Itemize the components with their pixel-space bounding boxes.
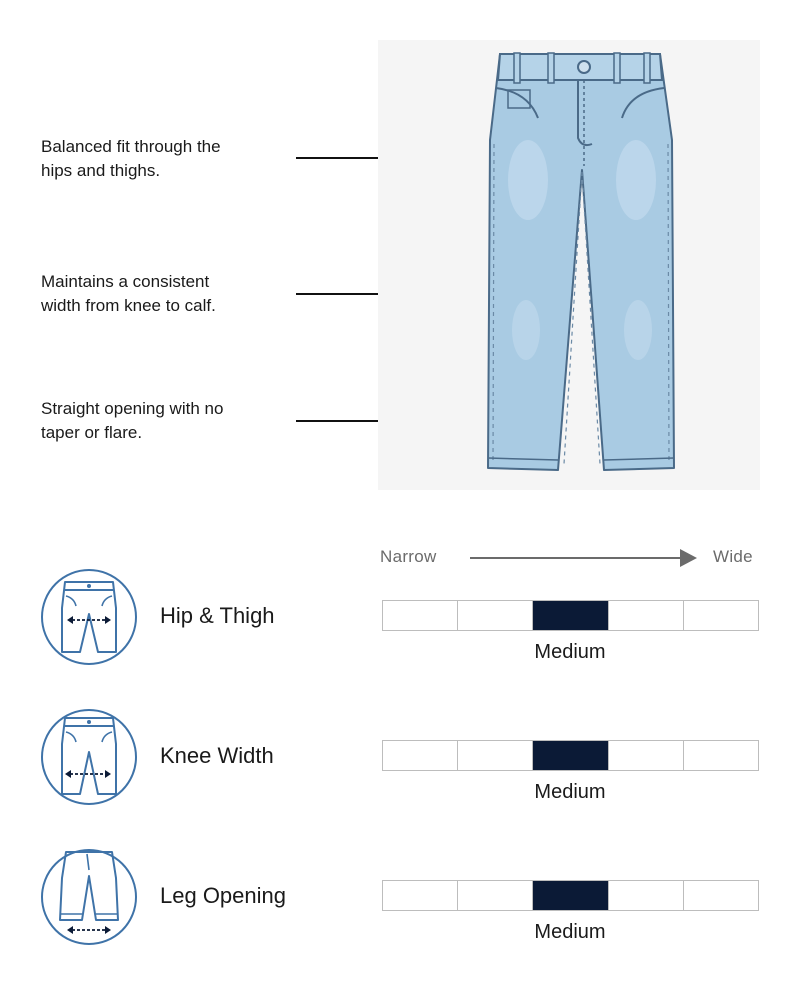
scale-segment: [458, 601, 533, 630]
scale-arrow-line: [470, 557, 682, 559]
callout-line-1: Maintains a consistent: [41, 272, 210, 291]
callout-leg-opening: [41, 397, 291, 445]
scale-segment: [684, 881, 758, 910]
knee-width-icon: [40, 708, 138, 806]
callout-line-1: Straight opening with no: [41, 399, 224, 418]
scale-segment: [458, 881, 533, 910]
scale-segment: [458, 741, 533, 770]
fit-name-leg-opening: Leg Opening: [160, 883, 286, 908]
scale-segment: [383, 881, 458, 910]
callout-hip-thigh: [41, 135, 291, 183]
hip-thigh-icon: [40, 568, 138, 666]
callout-line-2: taper or flare.: [41, 423, 143, 442]
fit-scale-knee-width: [382, 740, 759, 771]
scale-segment-active: [533, 601, 608, 630]
scale-narrow-label: Narrow: [380, 547, 437, 566]
jeans-icon: [378, 40, 760, 490]
fit-value-leg-opening: Medium: [534, 921, 606, 943]
scale-segment: [684, 601, 758, 630]
scale-segment: [609, 881, 684, 910]
fit-value-hip-thigh: Medium: [534, 641, 606, 663]
scale-wide-label: Wide: [713, 547, 753, 566]
scale-segment: [383, 741, 458, 770]
scale-segment: [383, 601, 458, 630]
callout-line-2: width from knee to calf.: [41, 296, 216, 315]
callout-line-2: hips and thighs.: [41, 161, 161, 180]
jeans-illustration: [378, 40, 760, 490]
callout-knee: [41, 270, 291, 318]
fit-scale-hip-thigh: [382, 600, 759, 631]
scale-segment-active: [533, 881, 608, 910]
scale-segment-active: [533, 741, 608, 770]
fit-name-knee-width: Knee Width: [160, 743, 274, 768]
fit-name-hip-thigh: Hip & Thigh: [160, 603, 275, 628]
fit-scale-leg-opening: [382, 880, 759, 911]
fit-value-knee-width: Medium: [534, 781, 606, 803]
callout-line-1: Balanced fit through the: [41, 137, 221, 156]
arrow-right-icon: [680, 549, 697, 567]
scale-segment: [609, 601, 684, 630]
scale-segment: [684, 741, 758, 770]
scale-segment: [609, 741, 684, 770]
leg-opening-icon: [40, 848, 138, 946]
